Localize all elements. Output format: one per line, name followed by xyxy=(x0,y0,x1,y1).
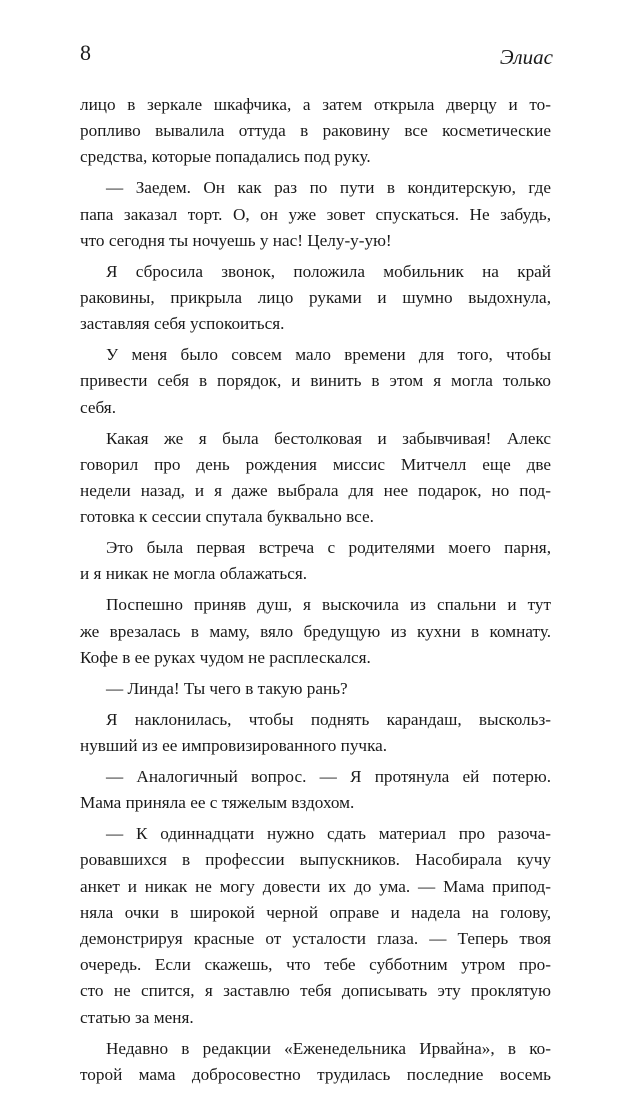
text-line: У меня было совсем мало времени для того, чтобы xyxy=(106,345,551,365)
text-line: статью за меня. xyxy=(80,1007,194,1027)
text-line: — Заедем. Он как раз по пути в кондитерскую, где xyxy=(106,178,551,198)
text-line: няла очки в широкой черной оправе и надела на голову, xyxy=(80,902,551,922)
text-line: Я наклонилась, чтобы поднять карандаш, выскольз- xyxy=(106,709,551,729)
text-line: демонстрируя красные от усталости глаза. — Теперь твоя xyxy=(80,929,551,949)
text-line: себя. xyxy=(80,397,116,417)
paragraph xyxy=(80,175,551,254)
text-line: — Аналогичный вопрос. — Я протянула ей потерю. xyxy=(106,767,551,787)
text-line: папа заказал торт. О, он уже зовет спускаться. Не забудь, xyxy=(80,204,551,224)
text-line: заставляя себя успокоиться. xyxy=(80,314,285,334)
text-line: — К одиннадцати нужно сдать материал про разоча- xyxy=(106,824,551,844)
text-line: готовка к сессии спутала буквально все. xyxy=(80,507,374,527)
text-line: Кофе в ее руках чудом не расплескался. xyxy=(80,647,371,667)
text-line: раковины, прикрыла лицо руками и шумно выдохнула, xyxy=(80,288,551,308)
text-line: и я никак не могла облажаться. xyxy=(80,564,308,584)
text-line: анкет и никак не могу довести их до ума. — Мама припод- xyxy=(80,876,551,896)
paragraph xyxy=(80,1036,551,1088)
text-line: сто не спится, я заставлю тебя дописывать эту проклятую xyxy=(80,981,551,1001)
body-text xyxy=(80,92,551,1093)
text-line: Недавно в редакции «Еженедельника Ирвайна», в ко- xyxy=(106,1038,551,1058)
text-line: Поспешно приняв душ, я выскочила из спальни и тут xyxy=(106,595,551,615)
paragraph xyxy=(80,592,551,671)
paragraph xyxy=(80,764,551,816)
text-line: — Линда! Ты чего в такую рань? xyxy=(106,678,348,698)
paragraph xyxy=(80,426,551,531)
text-line: недели назад, и я даже выбрала для нее подарок, но под- xyxy=(80,481,551,501)
text-line: лицо в зеркале шкафчика, а затем открыла дверцу и то- xyxy=(80,95,551,114)
text-line: Я сбросила звонок, положила мобильник на край xyxy=(106,261,551,281)
paragraph xyxy=(80,535,551,587)
running-head: Элиас xyxy=(499,45,553,69)
paragraph xyxy=(80,821,551,1031)
text-line: Мама приняла ее с тяжелым вздохом. xyxy=(80,793,355,813)
text-line: очередь. Если скажешь, что тебе субботним утром про- xyxy=(80,955,551,975)
paragraph xyxy=(80,676,551,702)
paragraph xyxy=(80,707,551,759)
text-line: нувший из ее импровизированного пучка. xyxy=(80,736,388,756)
paragraph xyxy=(80,92,551,171)
text-line: привести себя в порядок, и винить в этом я могла только xyxy=(80,371,551,391)
page-number: 8 xyxy=(80,40,91,65)
text-line: торой мама добросовестно трудилась последние восемь xyxy=(80,1064,551,1084)
text-line: же врезалась в маму, вяло бредущую из кухни в комнату. xyxy=(80,621,551,641)
text-line: говорил про день рождения миссис Митчелл еще две xyxy=(80,454,551,474)
text-line: Какая же я была бестолковая и забывчивая! Алекс xyxy=(106,428,551,448)
text-line: ровавшихся в профессии выпускников. Насобирала кучу xyxy=(80,850,551,870)
text-line: средства, которые попадались под руку. xyxy=(80,147,371,167)
paragraph xyxy=(80,259,551,338)
text-line: Это была первая встреча с родителями моего парня, xyxy=(106,538,551,558)
text-line: что сегодня ты ночуешь у нас! Целу-у-ую! xyxy=(80,230,392,250)
paragraph xyxy=(80,342,551,421)
text-line: ропливо вывалила оттуда в раковину все косметические xyxy=(80,121,551,141)
